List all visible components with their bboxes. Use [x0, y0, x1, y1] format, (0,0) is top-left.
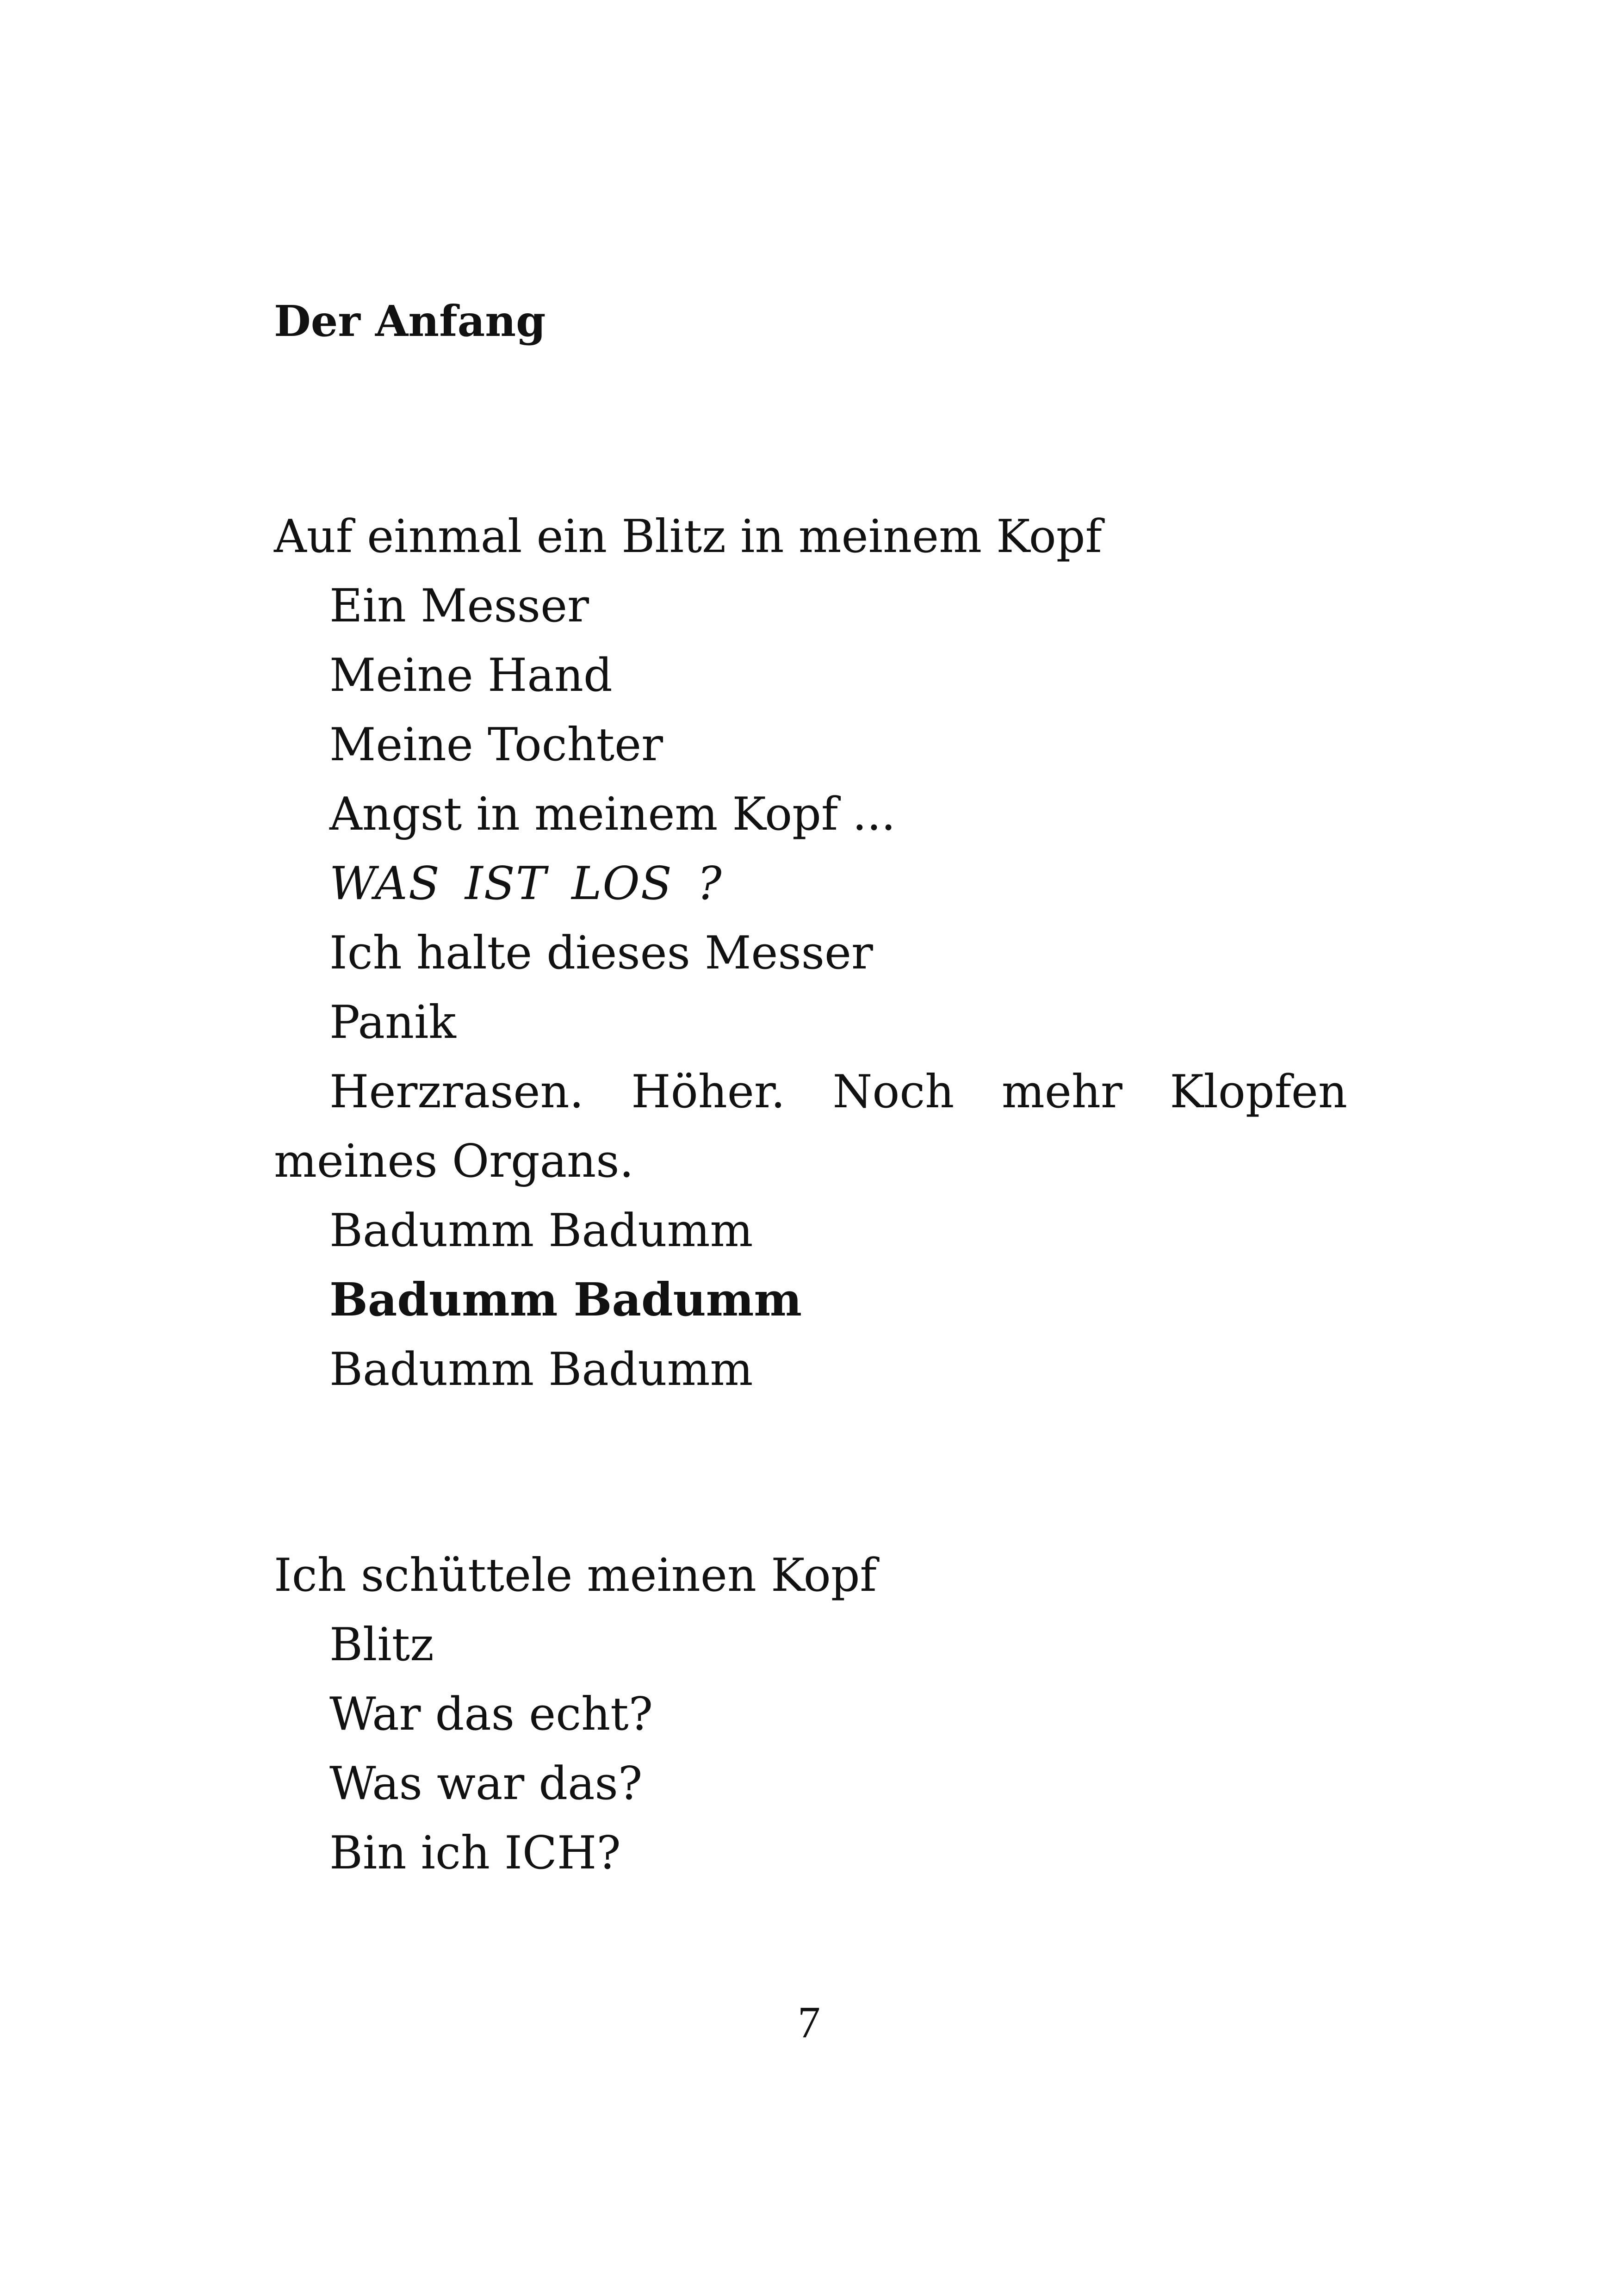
poem-line: Auf einmal ein Blitz in meinem Kopf: [274, 510, 1102, 563]
poem-line: Blitz: [329, 1619, 434, 1671]
stanza-2: [274, 1541, 1347, 1888]
page-number: 7: [798, 1998, 820, 2048]
poem-line-italic: WAS IST LOS ?: [329, 857, 723, 910]
poem-line: Meine Hand: [329, 649, 613, 702]
poem-line-justified: Herzrasen. Höher. Noch mehr Klopfen: [329, 1066, 1347, 1118]
heartbeat-line-bold: Badumm Badumm: [329, 1273, 802, 1327]
poem-title: Der Anfang: [274, 296, 546, 346]
poem-line: Was war das?: [329, 1757, 643, 1810]
poem-line-continuation: meines Organs.: [274, 1135, 634, 1188]
poem-line: Angst in meinem Kopf ...: [329, 788, 896, 841]
poem-line: Ich schüttele meinen Kopf: [274, 1549, 877, 1602]
poem-line: Ein Messer: [329, 580, 589, 633]
poem-line: Panik: [329, 996, 456, 1049]
stanza-1: [274, 502, 1347, 1404]
poem-line: Ich halte dieses Messer: [329, 927, 873, 980]
poem-line: War das echt?: [329, 1688, 653, 1741]
poem-line: Meine Tochter: [329, 719, 663, 771]
heartbeat-line: Badumm Badumm: [329, 1343, 753, 1396]
heartbeat-line: Badumm Badumm: [329, 1204, 753, 1257]
poem-line: Bin ich ICH?: [329, 1827, 621, 1880]
